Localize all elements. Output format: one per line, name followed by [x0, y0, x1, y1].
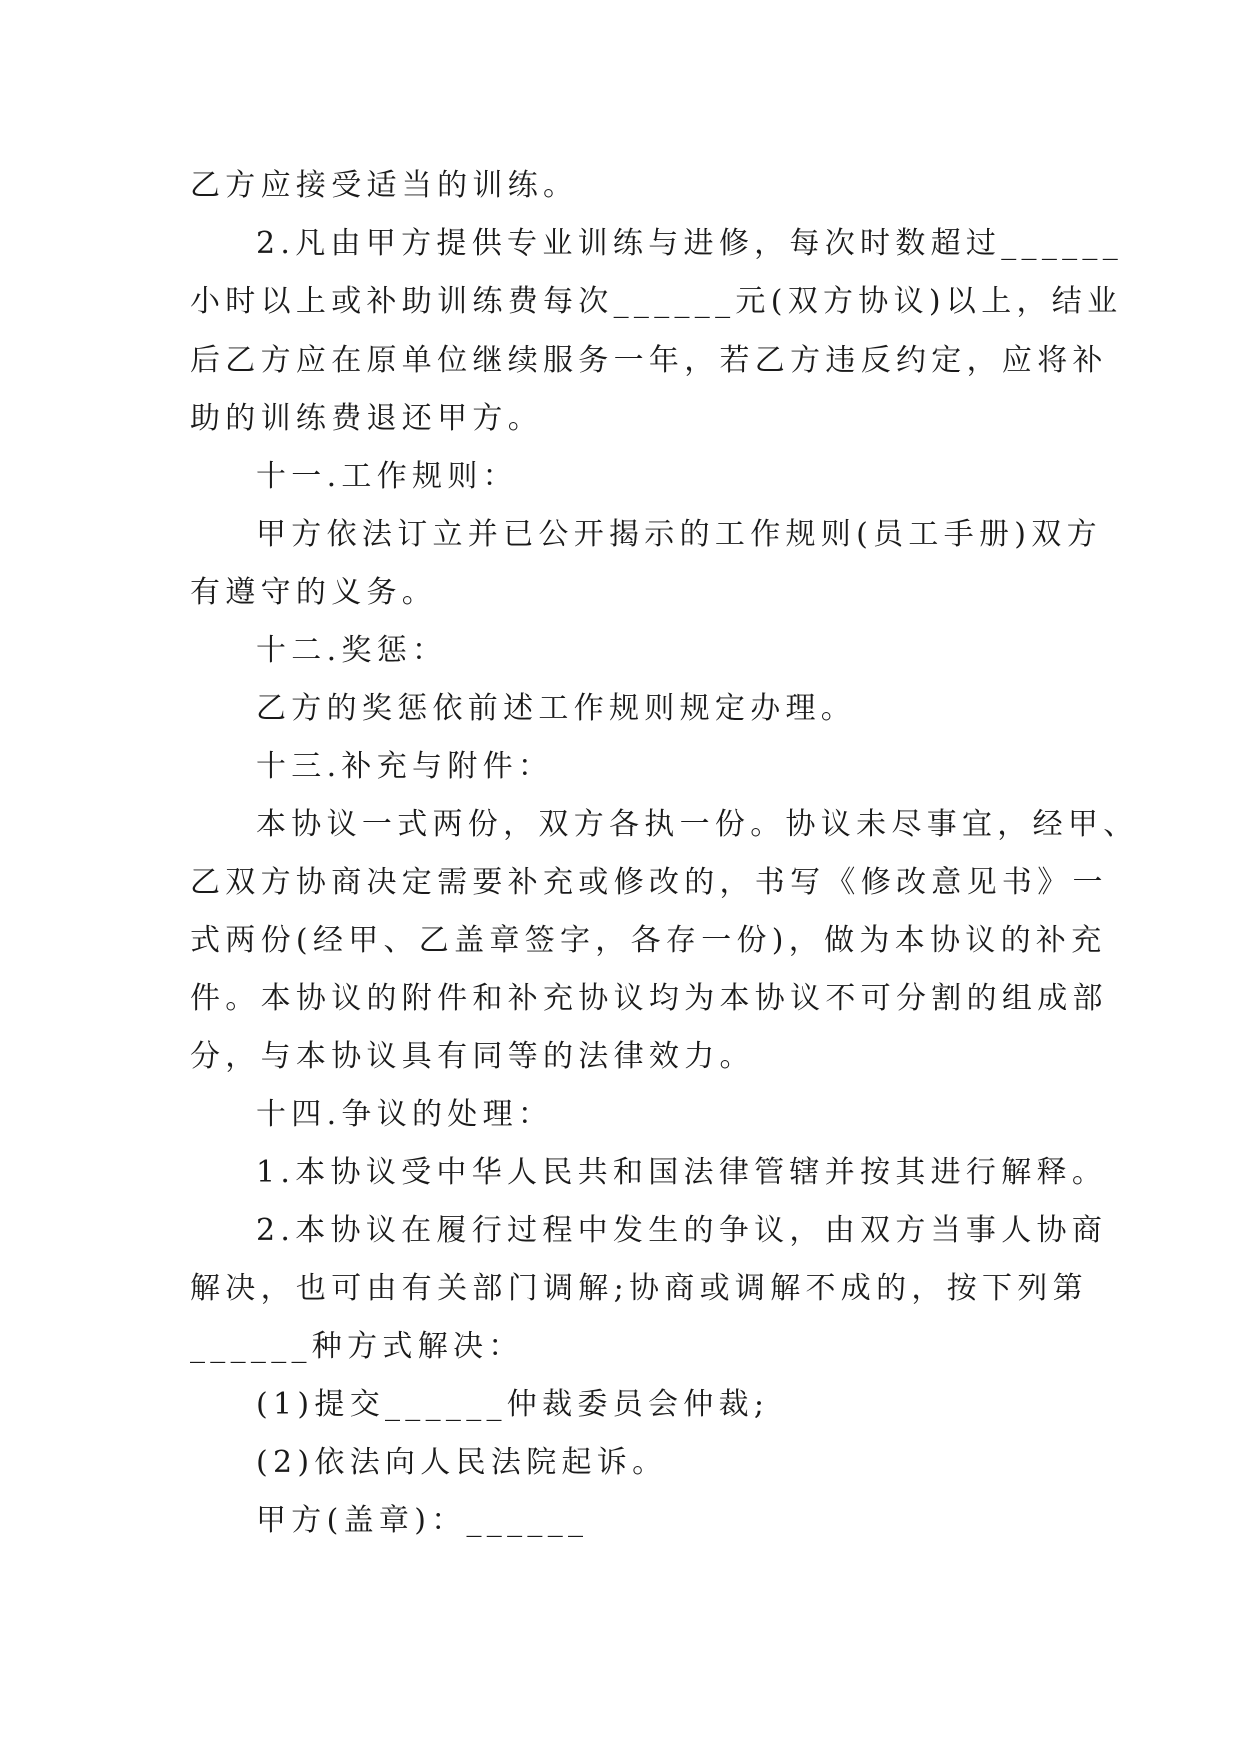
- text-line: 件。本协议的附件和补充协议均为本协议不可分割的组成部: [190, 981, 1108, 1016]
- text-line: 解决，也可由有关部门调解;协商或调解不成的，按下列第: [190, 1271, 1088, 1306]
- text-line: 甲方依法订立并已公开揭示的工作规则(员工手册)双方: [256, 517, 1102, 552]
- text-line: 2.本协议在履行过程中发生的争议，由双方当事人协商: [256, 1213, 1108, 1248]
- signature-line: 甲方(盖章)：______: [256, 1503, 589, 1538]
- section-heading: 十一.工作规则：: [256, 459, 518, 494]
- text-line: 有遵守的义务。: [190, 575, 438, 610]
- text-line: 乙方应接受适当的训练。: [190, 168, 579, 203]
- section-heading: 十三.补充与附件：: [256, 749, 554, 784]
- text-line: (1)提交______仲裁委员会仲裁;: [256, 1387, 770, 1422]
- section-heading: 十四.争议的处理：: [256, 1097, 554, 1132]
- text-line: 本协议一式两份，双方各执一份。协议未尽事宜，经甲、: [256, 807, 1139, 842]
- text-line: 乙双方协商决定需要补充或修改的，书写《修改意见书》一: [190, 865, 1108, 900]
- text-line: 后乙方应在原单位继续服务一年，若乙方违反约定，应将补: [190, 343, 1108, 378]
- text-line: 2.凡由甲方提供专业训练与进修，每次时数超过______: [256, 226, 1124, 261]
- text-line: 乙方的奖惩依前述工作规则规定办理。: [256, 691, 857, 726]
- section-heading: 十二.奖惩：: [256, 633, 448, 668]
- text-line: (2)依法向人民法院起诉。: [256, 1445, 668, 1480]
- text-line: ______种方式解决：: [190, 1329, 524, 1364]
- text-line: 分，与本协议具有同等的法律效力。: [190, 1039, 755, 1074]
- text-line: 助的训练费退还甲方。: [190, 401, 543, 436]
- text-line: 式两份(经甲、乙盖章签字，各存一份)，做为本协议的补充: [190, 923, 1107, 958]
- text-line: 小时以上或补助训练费每次______元(双方协议)以上，结业: [190, 284, 1123, 319]
- text-line: 1.本协议受中华人民共和国法律管辖并按其进行解释。: [256, 1155, 1108, 1190]
